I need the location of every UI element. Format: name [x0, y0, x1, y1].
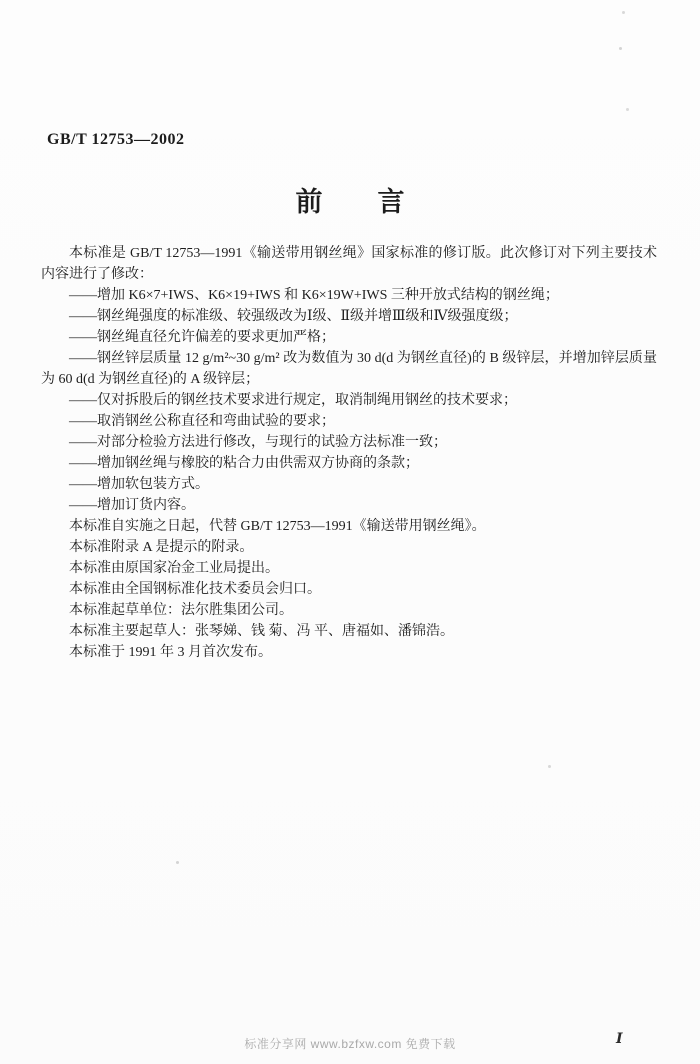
- change-item: ——钢丝绳直径允许偏差的要求更加严格；: [69, 330, 335, 345]
- change-item: ——钢丝锌层质量 12 g/m²~30 g/m² 改为数值为 30 d(d 为钢丝直径)的 B 级锌层，并增加锌层质量为 60 d(d 为钢丝直径)的 A 级锌层；: [41, 351, 657, 387]
- foreword-paragraph: 本标准附录 A 是提示的附录。: [69, 540, 254, 555]
- change-item: ——仅对拆股后的钢丝技术要求进行规定，取消制绳用钢丝的技术要求；: [69, 393, 517, 408]
- change-item: ——增加 K6×7+IWS、K6×19+IWS 和 K6×19W+IWS 三种开放式结构的钢丝绳；: [69, 288, 559, 303]
- intro-paragraph: 本标准是 GB/T 12753—1991《输送带用钢丝绳》国家标准的修订版。此次修订对下列主要技术内容进行了修改：: [41, 246, 657, 282]
- watermark-text: 标准分享网 www.bzfxw.com 免费下载: [244, 1037, 456, 1051]
- foreword-paragraph: 本标准由原国家冶金工业局提出。: [69, 561, 279, 576]
- page-title: [0, 189, 700, 216]
- change-item: ——取消钢丝公称直径和弯曲试验的要求；: [69, 414, 335, 429]
- foreword-paragraph: 本标准起草单位：法尔胜集团公司。: [69, 603, 293, 618]
- title-char-first: 前: [295, 187, 323, 217]
- title-char-second: 言: [377, 187, 405, 217]
- scan-speck: [622, 11, 625, 14]
- foreword-paragraph: 本标准由全国钢标准化技术委员会归口。: [69, 582, 321, 597]
- change-item: ——钢丝绳强度的标准级、较强级改为Ⅰ级、Ⅱ级并增Ⅲ级和Ⅳ级强度级；: [69, 309, 518, 324]
- scan-speck: [548, 765, 551, 768]
- scan-speck: [626, 108, 629, 111]
- change-item: ——对部分检验方法进行修改，与现行的试验方法标准一致；: [69, 435, 447, 450]
- foreword-paragraph: 本标准于 1991 年 3 月首次发布。: [69, 645, 272, 660]
- page-number: Ⅰ: [616, 1032, 623, 1047]
- foreword-paragraph: 本标准主要起草人：张琴娣、钱 菊、冯 平、唐福如、潘锦浩。: [69, 624, 454, 639]
- standard-code: GB/T 12753—2002: [47, 131, 185, 148]
- change-item: ——增加软包装方式。: [69, 477, 209, 492]
- change-item: ——增加钢丝绳与橡胶的粘合力由供需双方协商的条款；: [69, 456, 419, 471]
- foreword-body: [41, 243, 657, 663]
- scan-speck: [176, 861, 179, 864]
- scan-speck: [619, 47, 622, 50]
- change-item: ——增加订货内容。: [69, 498, 195, 513]
- foreword-paragraph: 本标准自实施之日起，代替 GB/T 12753—1991《输送带用钢丝绳》。: [69, 519, 486, 534]
